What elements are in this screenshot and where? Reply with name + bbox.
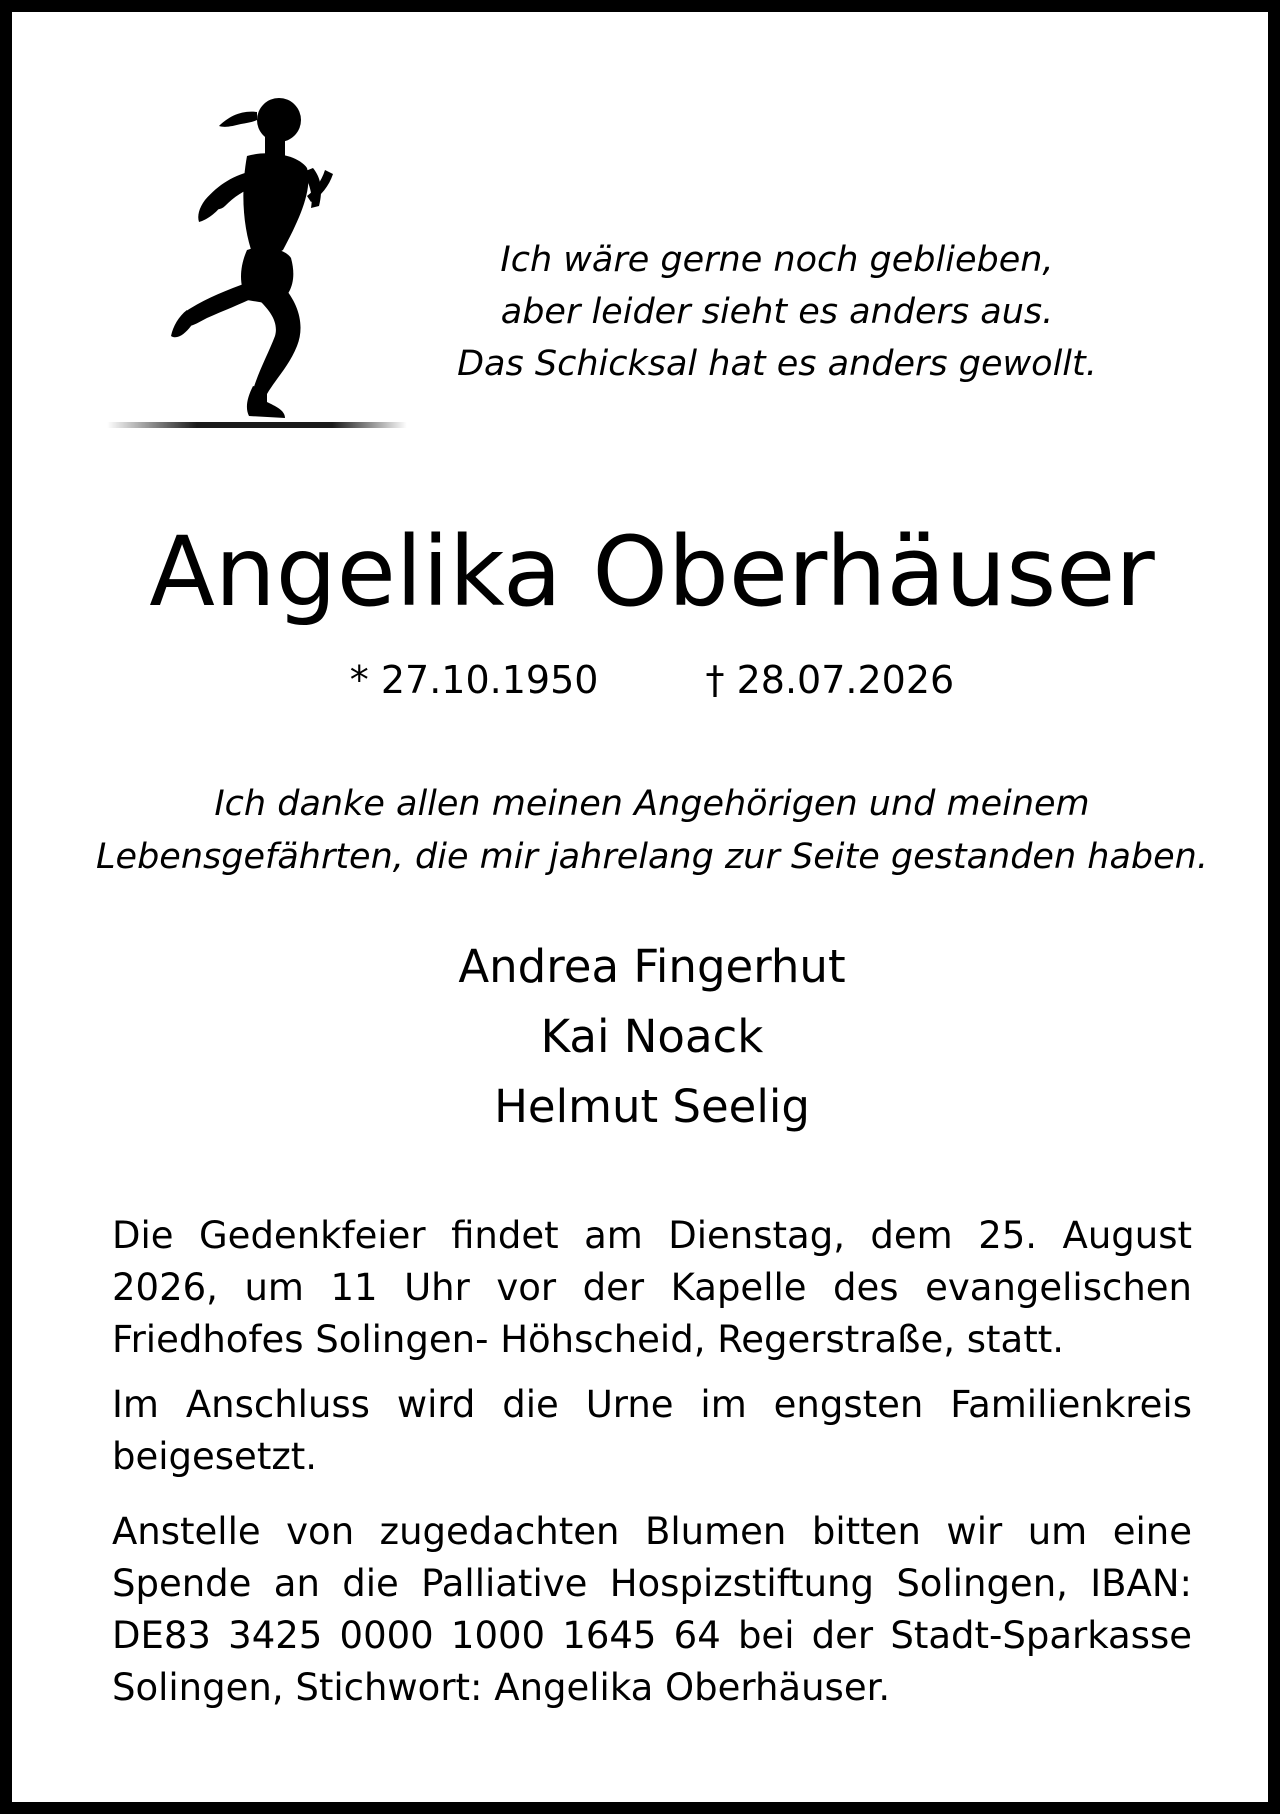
deceased-name: Angelika Oberhäuser bbox=[149, 516, 1155, 628]
memorial-service-paragraph: Die Gedenkfeier findet am Dienstag, dem 25. August 2026, um 11 Uhr vor der Kapelle des evangelischen Friedhofes Solingen- Höhscheid, Regerstraße, statt. bbox=[112, 1214, 1192, 1361]
life-dates bbox=[52, 655, 1252, 705]
thanks-line: Lebensgefährten, die mir jahrelang zur Seite gestanden haben. bbox=[96, 837, 1208, 877]
motto-line: aber leider sieht es anders aus. bbox=[500, 292, 1054, 332]
death-date: † 28.07.2026 bbox=[705, 658, 955, 702]
mourners-list bbox=[52, 932, 1252, 1142]
mourner-name: Helmut Seelig bbox=[494, 1080, 810, 1133]
running-woman-icon bbox=[107, 90, 407, 470]
mourner-name: Andrea Fingerhut bbox=[458, 940, 846, 993]
mourner-name: Kai Noack bbox=[540, 1010, 764, 1063]
thanks-line: Ich danke allen meinen Angehörigen und meinem bbox=[214, 784, 1090, 824]
motto-quote bbox=[432, 234, 1122, 390]
thanks-text bbox=[52, 778, 1252, 884]
motto-line: Das Schicksal hat es anders gewollt. bbox=[457, 344, 1097, 384]
motto-line: Ich wäre gerne noch geblieben, bbox=[500, 240, 1054, 280]
urn-burial-paragraph: Im Anschluss wird die Urne im engsten Familienkreis beigesetzt. bbox=[112, 1383, 1192, 1478]
birth-date: * 27.10.1950 bbox=[349, 658, 599, 702]
donation-paragraph: Anstelle von zugedachten Blumen bitten wir um eine Spende an die Palliative Hospizstiftung Solingen, IBAN: DE83 3425 0000 1000 1645 64 bei der Stadt-Sparkasse Solingen, Stichwort: Angelika Oberhäuser. bbox=[112, 1510, 1192, 1709]
